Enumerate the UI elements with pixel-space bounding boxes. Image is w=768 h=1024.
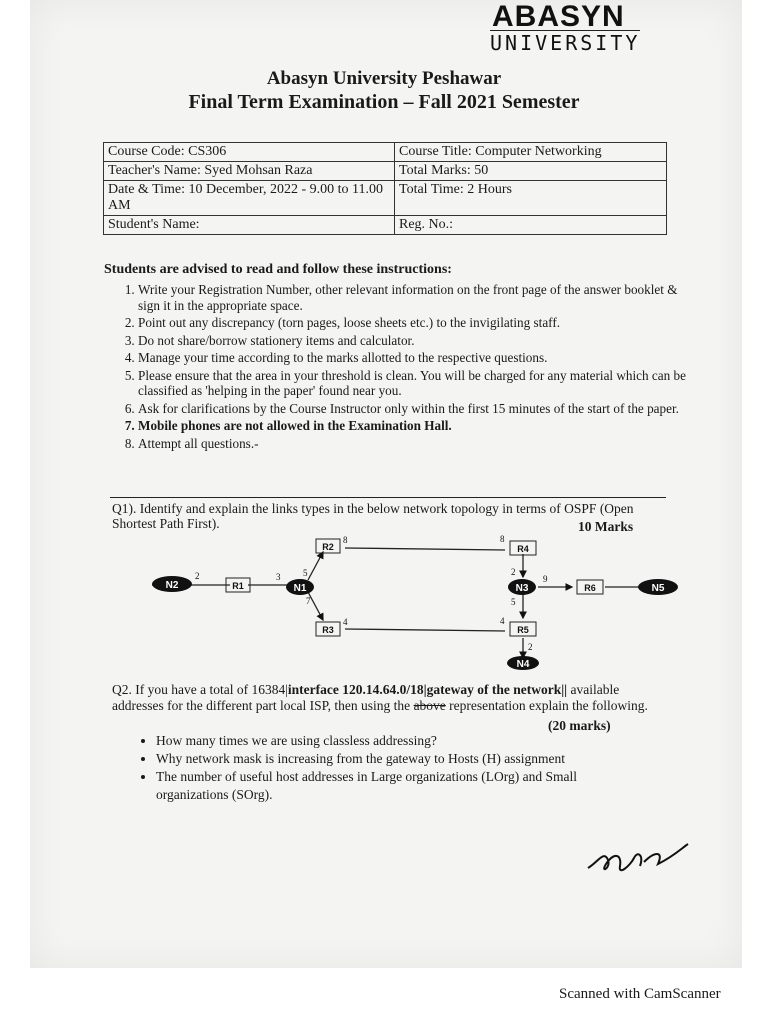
link-cost-label: 5: [303, 568, 308, 578]
total-time-cell: Total Time: 2 Hours: [395, 181, 667, 216]
handwritten-signature: [584, 832, 694, 882]
router-label: R5: [517, 625, 529, 635]
link-cost-label: 7: [306, 596, 311, 606]
instruction-item: 3. Do not share/borrow stationery items and calculator.: [138, 333, 694, 349]
router-label: R1: [232, 581, 244, 591]
course-code-cell: Course Code: CS306: [104, 143, 395, 162]
question-1-text: Q1). Identify and explain the links types in the below network topology in terms of OSPF (Open Shortest Path First).: [112, 501, 634, 531]
instruction-item: 8. Attempt all questions.-: [138, 436, 694, 452]
university-logo-name: ABASYN: [492, 0, 625, 33]
link-cost-label: 8: [500, 534, 505, 544]
node-n2-label: N2: [165, 580, 179, 591]
bullet-item: • The number of useful host addresses in Large organizations (LOrg) and Small organizations (SOrg).: [156, 768, 636, 804]
question-2-marks: (20 marks): [548, 718, 611, 733]
instruction-item: 4. Manage your time according to the marks allotted to the respective questions.: [138, 350, 694, 366]
date-time-cell: Date & Time: 10 December, 2022 - 9.00 to 11.00 AM: [104, 181, 395, 216]
student-name-cell: Student's Name:: [104, 216, 395, 235]
router-label: R6: [584, 583, 596, 593]
question-2-text: [112, 682, 664, 714]
node-n5-label: N5: [651, 583, 665, 594]
instruction-item: 6. Ask for clarifications by the Course Instructor only within the first 15 minutes of the start of the paper.: [138, 401, 694, 417]
link-cost-label: 8: [343, 535, 348, 545]
link-cost-label: 4: [500, 616, 505, 626]
question-2-text-a: Q2. If you have a total of 16384|: [112, 682, 288, 697]
university-logo-subtitle: UNIVERSITY: [490, 31, 641, 55]
instructions-title: Students are advised to read and follow these instructions:: [104, 262, 452, 277]
link-cost-label: 4: [343, 617, 348, 627]
question-2-text-bold: interface 120.14.64.0/18|gateway of the network||: [287, 682, 568, 697]
exam-info-table: [103, 142, 667, 235]
link-cost-label: 5: [511, 597, 516, 607]
bullet-item: • How many times we are using classless addressing?: [156, 732, 636, 750]
question-2-struck-word: above: [413, 698, 446, 713]
router-label: R4: [517, 544, 529, 554]
question-2-text-b: available addresses for the different part local ISP, then using the: [112, 682, 620, 713]
node-n1-label: N1: [293, 583, 307, 594]
link-cost-label: 2: [195, 571, 200, 581]
question-1-marks: 10 Marks: [578, 519, 634, 534]
link-cost-label: 2: [511, 567, 516, 577]
node-n4-label: N4: [516, 659, 530, 670]
router-label: R3: [322, 625, 334, 635]
router-label: R2: [322, 542, 334, 552]
link-cost-label: 2: [528, 642, 533, 652]
exam-title: Final Term Examination – Fall 2021 Semester: [188, 91, 580, 113]
link-cost-label: 3: [276, 572, 281, 582]
university-heading: Abasyn University Peshawar: [266, 68, 502, 89]
reg-no-cell: Reg. No.:: [395, 216, 667, 235]
link-cost-label: 9: [543, 574, 548, 584]
course-title-cell: Course Title: Computer Networking: [395, 143, 667, 162]
instruction-item: 5. Please ensure that the area in your threshold is clean. You will be charged for any material which can be classified as 'helping in the paper' found near you.: [138, 368, 694, 399]
bullet-item: • Why network mask is increasing from the gateway to Hosts (H) assignment: [156, 750, 636, 768]
total-marks-cell: Total Marks: 50: [395, 162, 667, 181]
question-2-text-c: representation explain the following.: [445, 698, 648, 713]
question-2-bullets: [134, 732, 636, 804]
node-n3-label: N3: [515, 583, 529, 594]
teacher-name-cell: Teacher's Name: Syed Mohsan Raza: [104, 162, 395, 181]
section-divider: [110, 497, 666, 498]
network-topology-diagram: [140, 532, 665, 672]
scanner-watermark: Scanned with CamScanner: [559, 986, 721, 1002]
instructions-list: [114, 282, 694, 453]
instruction-item: 2. Point out any discrepancy (torn pages, loose sheets etc.) to the invigilating staff.: [138, 315, 694, 331]
instruction-item: 1. Write your Registration Number, other relevant information on the front page of the answer booklet & sign it in the appropriate space.: [138, 282, 694, 313]
instruction-item: 7. Mobile phones are not allowed in the Examination Hall.: [138, 418, 694, 434]
